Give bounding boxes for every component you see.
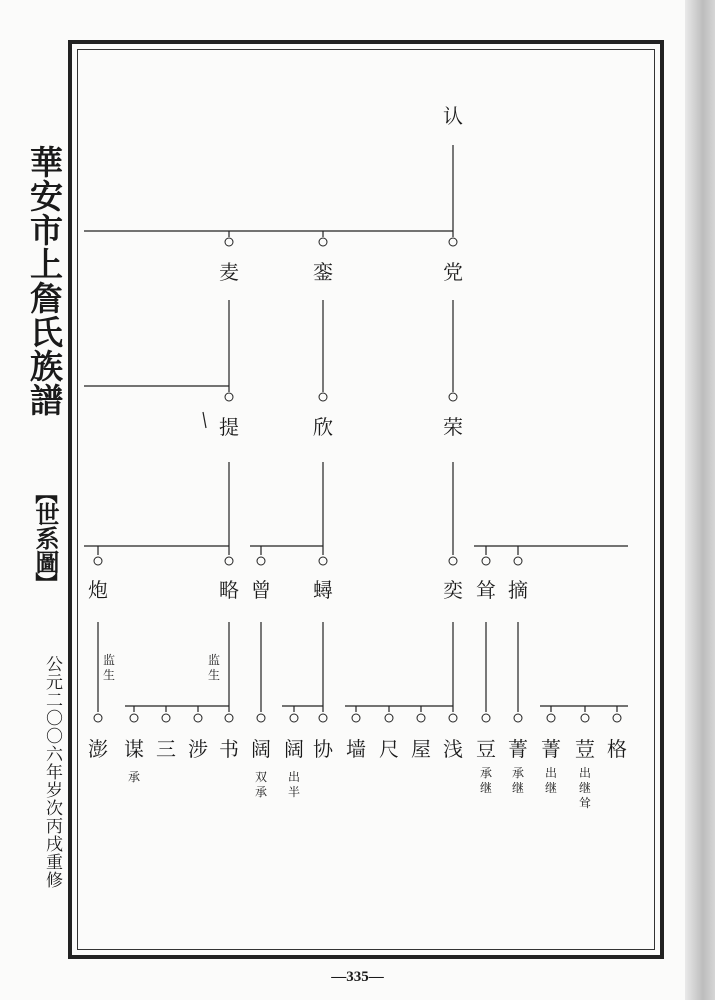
node-marker	[225, 393, 234, 402]
person-qiang: 墙	[346, 737, 366, 761]
person-peng: 澎	[88, 737, 108, 761]
person-rong: 荣	[443, 415, 463, 439]
person-zeng: 曾	[251, 578, 271, 602]
note-dou: 承继	[479, 766, 492, 795]
person-kuo-1: 阔	[251, 737, 271, 761]
revision-year: 公元二〇〇六年岁次丙戌重修	[42, 655, 62, 889]
person-dang: 党	[443, 260, 463, 284]
node-marker	[225, 714, 234, 723]
node-marker	[613, 714, 622, 723]
person-ti: 提	[219, 415, 239, 439]
node-marker	[581, 714, 590, 723]
person-wu: 屋	[411, 737, 431, 761]
node-marker	[417, 714, 426, 723]
node-marker	[162, 714, 171, 723]
node-marker	[94, 557, 103, 566]
node-marker	[130, 714, 139, 723]
section-title: 世系圖	[31, 502, 60, 574]
person-qian: 浅	[443, 737, 463, 761]
person-mou: 谋	[124, 737, 144, 761]
node-marker	[257, 557, 266, 566]
node-marker	[449, 393, 458, 402]
person-qi: 荳	[575, 737, 595, 761]
node-marker	[319, 238, 328, 247]
node-marker	[449, 714, 458, 723]
person-chi: 尺	[379, 737, 399, 761]
node-marker	[385, 714, 394, 723]
person-dou: 豆	[476, 737, 496, 761]
note-jiansheng-lue: 监生	[207, 653, 220, 682]
node-marker	[257, 714, 266, 723]
person-jing-1: 菁	[508, 737, 528, 761]
person-shu: 书	[219, 737, 239, 761]
note-mou: 承	[127, 770, 140, 784]
note-qi: 出继耸	[578, 766, 591, 810]
node-marker	[94, 714, 103, 723]
person-zhai: 摘	[508, 578, 528, 602]
bracket-close: 】	[32, 571, 58, 594]
person-pao: 炮	[88, 578, 108, 602]
node-marker	[352, 714, 361, 723]
person-lue: 略	[219, 578, 239, 602]
node-marker	[547, 714, 556, 723]
page-number: —335—	[331, 969, 384, 985]
note-jing-2: 出继	[544, 766, 557, 795]
node-marker	[225, 238, 234, 247]
node-marker	[482, 557, 491, 566]
person-ge: 格	[607, 737, 627, 761]
person-she: 涉	[188, 737, 208, 761]
node-marker	[319, 714, 328, 723]
person-xie: 协	[313, 737, 333, 761]
person-song: 耸	[476, 578, 496, 602]
node-marker	[514, 714, 523, 723]
bracket-open: 【	[32, 481, 58, 504]
note-jing-1: 承继	[511, 766, 524, 795]
person-ren: 认	[443, 104, 463, 128]
person-yi: 奕	[443, 578, 463, 602]
node-marker	[449, 238, 458, 247]
node-marker	[319, 557, 328, 566]
node-marker	[514, 557, 523, 566]
person-luan: 銮	[313, 260, 333, 284]
node-marker	[482, 714, 491, 723]
person-xin: 欣	[313, 415, 333, 439]
note-kuo-1: 双承	[254, 770, 267, 799]
person-san: 三	[156, 737, 176, 761]
note-kuo-2: 出半	[287, 770, 300, 799]
person-mai: 麦	[219, 260, 239, 284]
node-marker	[290, 714, 299, 723]
node-marker	[194, 714, 203, 723]
genealogy-title: 華安市上詹氏族譜	[25, 145, 64, 417]
node-marker	[225, 557, 234, 566]
node-marker	[319, 393, 328, 402]
person-jing-2: 菁	[541, 737, 561, 761]
person-kuo-2: 阔	[284, 737, 304, 761]
node-marker	[449, 557, 458, 566]
person-xun: 蟳	[313, 578, 333, 602]
note-jiansheng-pao: 监生	[102, 653, 115, 682]
